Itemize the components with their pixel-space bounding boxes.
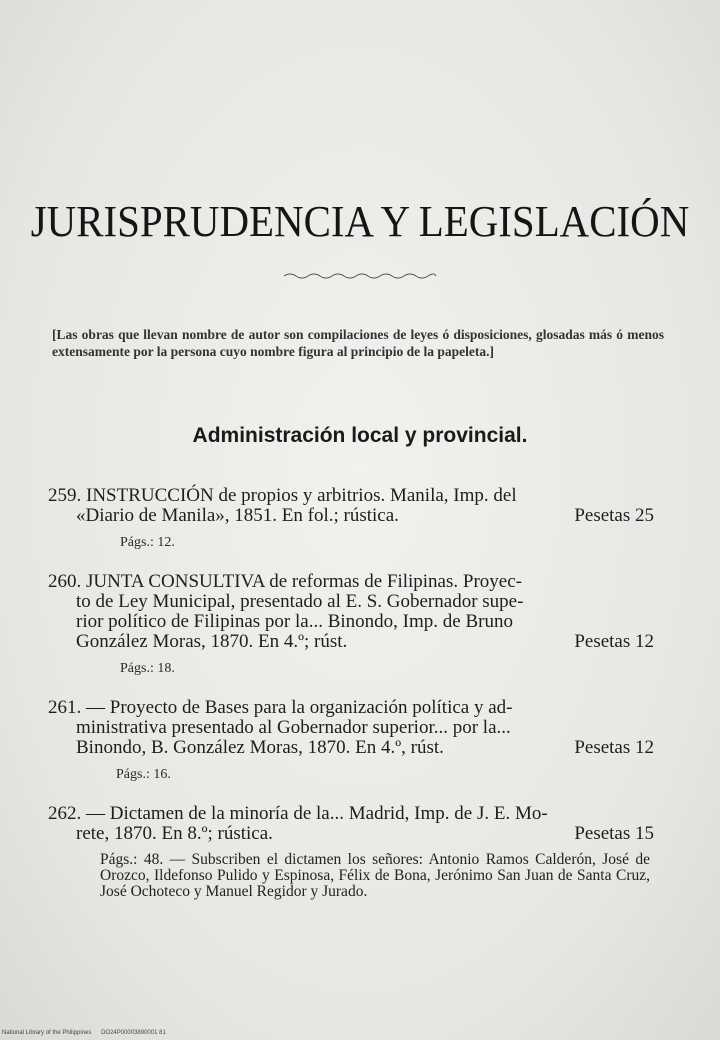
- scan-code: DO24P00003890001 81: [101, 1030, 166, 1036]
- entry-line: ministrativa presentado al Gobernador superior... por la...: [76, 717, 511, 738]
- library-credit: National Library of the Philippines: [2, 1030, 92, 1036]
- catalog-entry-261: [48, 698, 654, 784]
- catalog-entry-260: [48, 572, 654, 678]
- entry-pages-detail: [100, 852, 650, 900]
- entry-pages: Págs.: 16.: [116, 767, 171, 782]
- entry-line: 259. INSTRUCCIÓN de propios y arbitrios. Manila, Imp. del: [48, 485, 517, 506]
- catalog-entry-259: [48, 486, 654, 552]
- entry-price: Pesetas 12: [574, 631, 654, 652]
- entry-line: to de Ley Municipal, presentado al E. S. Gobernador supe-: [76, 591, 524, 612]
- entry-line: González Moras, 1870. En 4.º; rúst.: [76, 631, 348, 652]
- entry-price: Pesetas 12: [574, 737, 654, 758]
- entry-line: rete, 1870. En 8.º; rústica.: [76, 823, 273, 844]
- entry-price: Pesetas 15: [574, 823, 654, 844]
- entry-line: 260. JUNTA CONSULTIVA de reformas de Filipinas. Proyec-: [48, 571, 522, 592]
- entry-pages: Págs.: 18.: [120, 661, 175, 676]
- entry-price: Pesetas 25: [574, 505, 654, 526]
- scan-footer: [2, 1030, 174, 1036]
- entry-line: 261. — Proyecto de Bases para la organización política y ad-: [48, 697, 513, 718]
- page-title: JURISPRUDENCIA Y LEGISLACIÓN: [30, 197, 690, 246]
- entry-line: 262. — Dictamen de la minoría de la... Madrid, Imp. de J. E. Mo-: [48, 803, 548, 824]
- entry-pages: Págs.: 12.: [120, 535, 175, 550]
- entry-line: Binondo, B. González Moras, 1870. En 4.º, rúst.: [76, 737, 444, 758]
- catalog-entry-262: [48, 804, 654, 844]
- entry-line: rior político de Filipinas por la... Binondo, Imp. de Bruno: [76, 611, 513, 632]
- section-heading: Administración local y provincial.: [192, 424, 528, 447]
- entry-pages: Págs.: 48. — Subscriben el dictamen los señores: Antonio Ramos Calderón, José de Orozco, Ildefonso Pulido y Espinosa, Félix de Bona, Jerónimo San Juan de Santa Cruz, José Ochoteco y Manuel Regidor y Jurado.: [100, 851, 650, 900]
- introductory-note: [Las obras que llevan nombre de autor son compilaciones de leyes ó disposiciones, glosadas más ó menos extensamente por la persona cuyo nombre figura al principio de la papeleta.]: [52, 327, 664, 359]
- ornament-divider: [282, 270, 438, 282]
- entry-line: «Diario de Manila», 1851. En fol.; rústica.: [76, 505, 399, 526]
